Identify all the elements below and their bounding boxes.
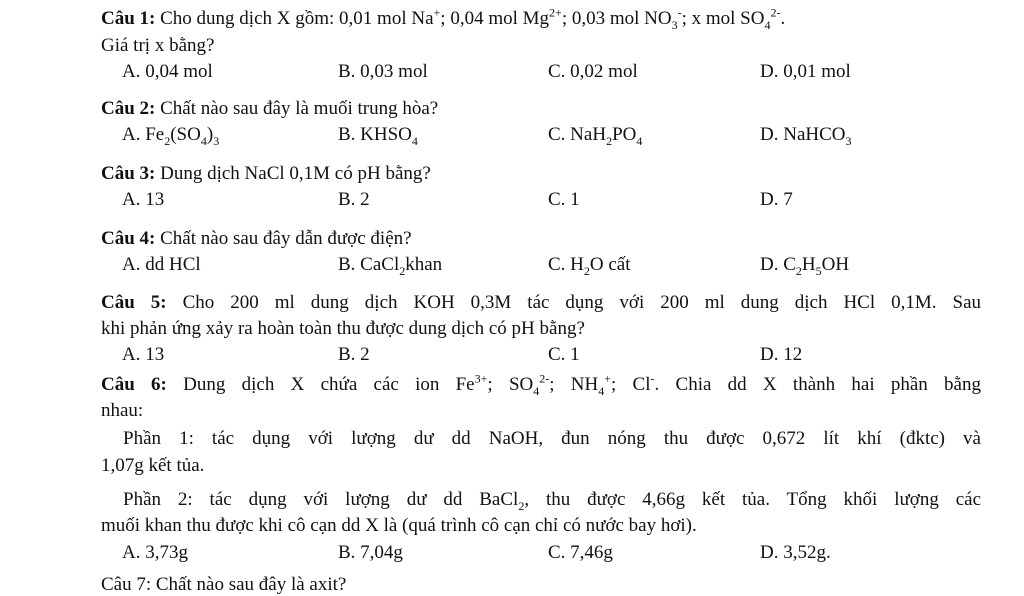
q1-option-d: D. 0,01 mol bbox=[760, 61, 851, 82]
question-6: Câu 6: Dung dịch X chứa các ion $Fe^{3+}$; $SO_4^{2-}$; $NH_4^+$; Cl-. Chia dd X thành hai phần bằng bbox=[101, 371, 981, 398]
q3-option-c: C. 1 bbox=[548, 189, 580, 210]
q5-option-b: B. 2 bbox=[338, 344, 370, 365]
question-5-line2: khi phản ứng xảy ra hoàn toàn thu được dung dịch có pH bằng? bbox=[101, 318, 585, 339]
q6-option-d: D. 3,52g. bbox=[760, 542, 831, 563]
q1-option-a: A. 0,04 mol bbox=[122, 61, 213, 82]
q5-option-c: C. 1 bbox=[548, 344, 580, 365]
question-6-line2: nhau: bbox=[101, 400, 144, 421]
q6-option-b: B. 7,04g bbox=[338, 542, 403, 563]
question-2: Câu 2: Chất nào sau đây là muối trung hòa? bbox=[101, 98, 439, 119]
q6-option-c: C. 7,46g bbox=[548, 542, 613, 563]
q6-part2-line2: muối khan thu được khi cô cạn dd X là (quá trình cô cạn chỉ có nước bay hơi). bbox=[101, 515, 697, 536]
q2-option-b: B. $KHSO_4$ bbox=[338, 124, 418, 148]
question-1-line2: Giá trị x bằng? bbox=[101, 35, 215, 56]
q5-option-d: D. 12 bbox=[760, 344, 803, 365]
q2-option-d: D. NaHCO$_3$ bbox=[760, 124, 852, 148]
question-6-label: Câu 6: bbox=[101, 374, 167, 395]
q2-option-c: C. $NaH_2PO_4$ bbox=[548, 124, 643, 148]
question-3: Câu 3: Dung dịch NaCl 0,1M có pH bằng? bbox=[101, 163, 431, 184]
question-5: Câu 5: Cho 200 ml dung dịch KOH 0,3M tác dụng với 200 ml dung dịch HCl 0,1M. Sau bbox=[101, 292, 982, 313]
question-5-label: Câu 5: bbox=[101, 292, 167, 313]
q6-part1: Phần 1: tác dụng với lượng dư dd NaOH, đun nóng thu được 0,672 lít khí (đktc) và bbox=[123, 428, 981, 449]
question-1: Câu 1: Cho dung dịch X gồm: 0,01 mol Na+; 0,04 mol $Mg^{2+}$; 0,03 mol $NO_3^-$; x mol $SO_4^{2-}$. bbox=[101, 5, 786, 32]
q1-option-b: B. 0,03 mol bbox=[338, 61, 428, 82]
q4-option-a: A. dd HCl bbox=[122, 254, 201, 275]
question-4-label: Câu 4: bbox=[101, 228, 156, 249]
q1-option-c: C. 0,02 mol bbox=[548, 61, 638, 82]
q3-option-a: A. 13 bbox=[122, 189, 165, 210]
q4-option-b: B. CaCl$_2$khan bbox=[338, 254, 443, 278]
question-7-cutoff: Câu 7: Chất nào sau đây là axit? bbox=[101, 574, 347, 595]
q6-part2: Phần 2: tác dụng với lượng dư dd BaCl$_2$, thu được 4,66g kết tủa. Tổng khối lượng các bbox=[123, 489, 981, 513]
q6-part1-line2: 1,07g kết tủa. bbox=[101, 455, 205, 476]
q6-option-a: A. 3,73g bbox=[122, 542, 188, 563]
question-1-label: Câu 1: bbox=[101, 8, 156, 29]
question-2-label: Câu 2: bbox=[101, 98, 156, 119]
q3-option-b: B. 2 bbox=[338, 189, 370, 210]
question-4: Câu 4: Chất nào sau đây dẫn được điện? bbox=[101, 228, 412, 249]
q5-option-a: A. 13 bbox=[122, 344, 165, 365]
question-3-label: Câu 3: bbox=[101, 163, 156, 184]
q2-option-a: A. $Fe_2(SO_4)_3$ bbox=[122, 124, 220, 148]
q4-option-d: D. $C_2H_5OH$ bbox=[760, 254, 850, 278]
q4-option-c: C. $H_2O$ cất bbox=[548, 254, 631, 278]
q3-option-d: D. 7 bbox=[760, 189, 793, 210]
